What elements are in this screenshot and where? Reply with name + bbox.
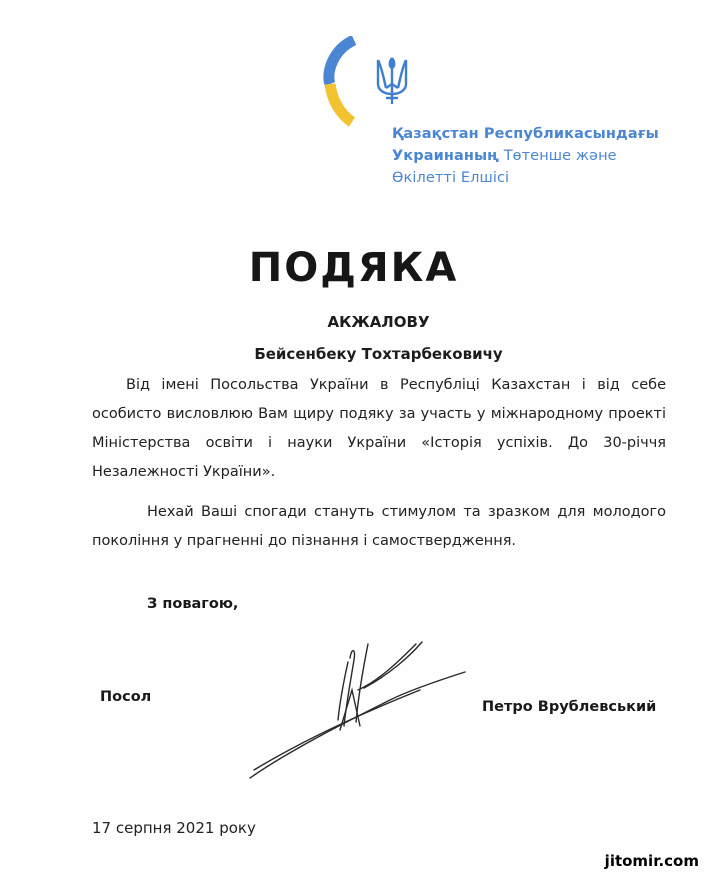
trident-icon [372, 54, 412, 108]
document-title: ПОДЯКА [248, 245, 459, 291]
recipient-surname: АКЖАЛОВУ [327, 313, 430, 331]
embassy-name-line3: Өкілетті Елшісі [392, 170, 510, 186]
document-date: 17 серпня 2021 року [92, 819, 256, 837]
handwritten-signature [240, 630, 480, 790]
recipient-name: Бейсенбеку Тохтарбековичу [254, 345, 503, 363]
embassy-name-line2 [392, 148, 617, 164]
embassy-name-line2-light: Төтенше және [499, 148, 617, 164]
embassy-name-line1: Қазақстан Республикасындағы [392, 126, 659, 142]
embassy-name-line2-bold: Украинаның [392, 148, 499, 164]
body-paragraph-2: Нехай Ваші спогади стануть стимулом та зразком для молодого покоління у прагненні до пізнання і самоствердження. [92, 504, 666, 549]
closing-phrase: З повагою, [147, 596, 239, 612]
signer-position: Посол [100, 689, 152, 705]
site-watermark: jitomir.com [604, 852, 699, 870]
signer-name: Петро Врублевський [482, 699, 657, 715]
body-paragraph-1: Від імені Посольства України в Республіці Казахстан і від себе особисто висловлюю Вам щиру подяку за участь у міжнародному проекті Міністерства освіти і науки України «Історія успіхів. До 30-річчя Незалежності України». [92, 377, 666, 480]
